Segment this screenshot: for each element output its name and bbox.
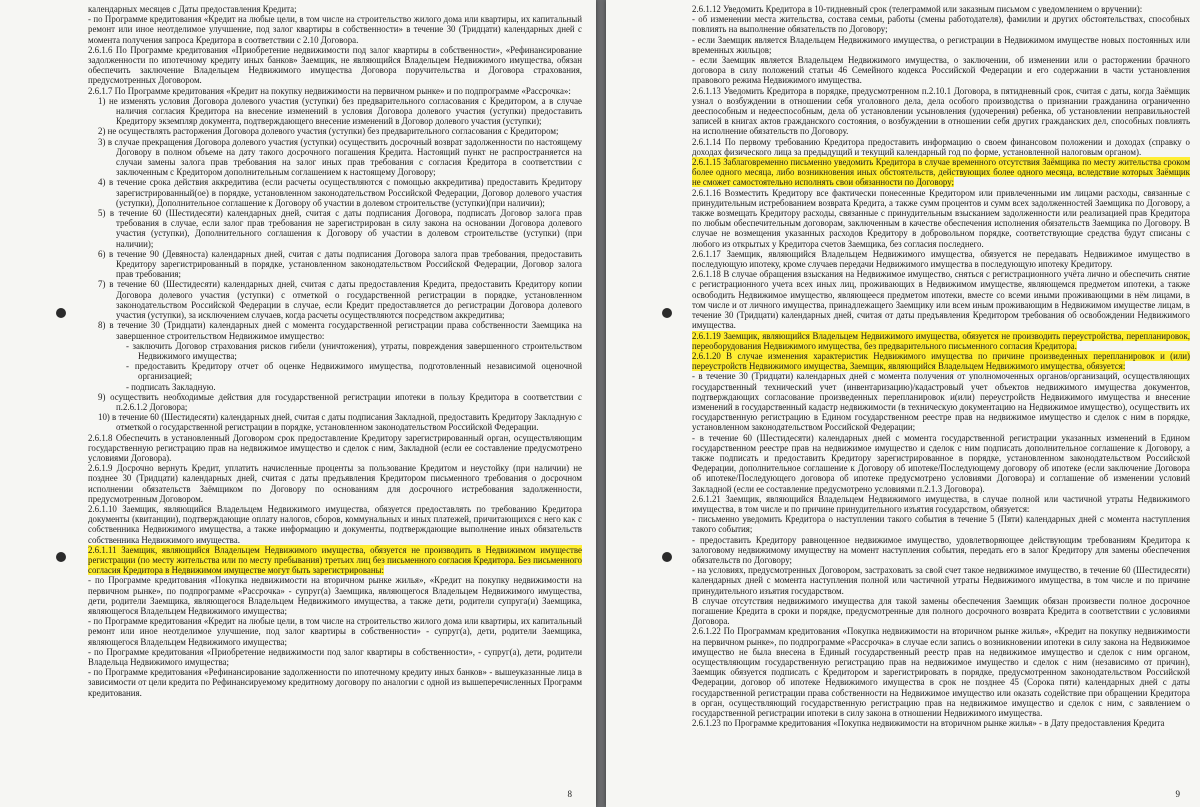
paragraph: 2.6.1.9 Досрочно вернуть Кредит, уплатить начисленные проценты за пользование Кредитом и неустойку (при наличии) не позднее 30 (Тридцати) календарных дней, считая с даты предъявления Кредитором письменного требования о досрочном исполнении обязательств Заёмщиком по Договору по основаниям для досрочного истребования задолженности, предусмотренным Договором.	[88, 463, 582, 504]
paragraph: В случае отсутствия недвижимого имущества для такой замены обеспечения Заемщик обязан произвести полное досрочное погашение Кредита в сроки и порядке, предусмотренные для полного досрочного возврата Кредита в соответствии с условиями Договора.	[692, 595, 1190, 627]
paragraph: 2.6.1.23 по Программе кредитования «Покупка недвижимости на вторичном рынке жилья» - в Дату предоставления Кредита	[692, 718, 1165, 729]
binder-hole-icon	[56, 308, 66, 318]
paragraph: - если Заемщик является Владельцем Недвижимого имущества, о регистрации в Недвижимом имуществе новых постоянных или временных жильцов;	[692, 34, 1190, 55]
paragraph: - предоставить Кредитору отчет об оценке Недвижимого имущества, подготовленный независимой оценочной организацией;	[126, 361, 582, 382]
paragraph: - по Программе кредитования «Кредит на любые цели, в том числе на строительство жилого дома или квартиры, их капитальный ремонт или иное неотделимое улучшение, под залог квартиры в собственности» в течение 30 (Тридцати) календарных дней с момента получения запроса Кредитора в соответствии с 2.10 Договора.	[88, 14, 582, 45]
paragraph: 2.6.1.14 По первому требованию Кредитора предоставить информацию о своем финансовом положении и доходах (справку о доходах физического лица за предыдущий и текущий календарный год по форме, установленной налоговым органом).	[692, 136, 1190, 157]
paragraph: 6) в течение 90 (Девяноста) календарных дней, считая с даты подписания Договора залога прав требования, предоставить Кредитору зарегистрированный в порядке, установленном законодательством Российской Федерации, Договор залога прав требования;	[98, 248, 582, 280]
paragraph: 5) в течение 60 (Шестидесяти) календарных дней, считая с даты подписания Договора, подписать Договор залога прав требования в случае, если залог прав требования не зарегистрирован в силу закона на основании Договора долевого участия (уступки), Дополнительного соглашения к Договору об участии в долевом строительстве (уступки) (при наличии);	[98, 208, 582, 249]
paragraph	[692, 157, 1190, 188]
right-document-page	[606, 0, 1200, 807]
paragraph: 7) в течение 60 (Шестидесяти) календарных дней, считая с даты предоставления Кредита, предоставить Кредитору копии Договора долевого участия (уступки) с отметкой о государственной регистрации в порядке, установленном законодательством Российской Федерации в случае, если Кредит предоставляется до регистрации Договора долевого участия (уступки), за исключением случаев, когда расчеты осуществляются посредством аккредитива;	[98, 279, 582, 321]
page-number: 8	[567, 789, 572, 799]
left-document-page	[0, 0, 596, 807]
paragraph: - по Программе кредитования «Покупка недвижимости на вторичном рынке жилья», «Кредит на покупку недвижимости на первичном рынке», по подпрограмме «Рассрочка» - супруг(а) Заемщика, являющегося Владельцем Недвижимого имущества, дети, родители Заемщика, являющегося Владельцем Недвижимого имущества, а также дети, родители супруга(и) Заемщика, являющегося Владельцем Недвижимого имущества;	[88, 575, 582, 616]
paragraph: 8) в течение 30 (Тридцати) календарных дней с момента государственной регистрации права собственности Заемщика на завершенное строительством Недвижимое имущество:	[98, 320, 582, 341]
binder-hole-icon	[662, 308, 672, 318]
paragraph: - об изменении места жительства, состава семьи, работы (смены работодателя), фамилии и других обстоятельствах, способных повлиять на выполнение обязательств по Договору;	[692, 14, 1190, 35]
paragraph: - по Программе кредитования «Приобретение недвижимости под залог квартиры в собственности», - супруг(а), дети, родители Владельца Недвижимого имущества;	[88, 646, 582, 667]
paragraph: - заключить Договор страхования рисков гибели (уничтожения), утраты, повреждения завершенного строительством Недвижимого имущества;	[126, 340, 582, 361]
paragraph: - в течение 30 (Тридцати) календарных дней с момента получения от уполномоченных органов/организаций, осуществляющих государственный технический учет (инвентаризацию)/кадастровый учет объектов недвижимого имущества документов, подтверждающих согласование произведенных перепланировок и(или) переустройств Недвижимого имущества и внесение изменений в государственный кадастр недвижимости (в техническую документацию на Недвижимое имущество), осуществить их государственную регистрацию в Едином государственном реестре прав на недвижимое имущество и сделок с ним в порядке, установленном законодательством Российской Федерации;	[692, 371, 1190, 433]
paragraph: 2.6.1.21 Заемщик, являющийся Владельцем Недвижимого имущества, в случае полной или частичной утраты Недвижимого имущества, в том числе и по причине принудительного изъятия государством, обязуется:	[692, 493, 1190, 514]
paragraph: - на условиях, предусмотренных Договором, застраховать за свой счет такое недвижимое имущество, в течение 60 (Шестидесяти) календарных дней с момента наступления полной или частичной утраты Недвижимого имущества, в том числе и по причине принудительного изъятия государством.	[692, 565, 1190, 596]
paragraph: 2.6.1.17 Заемщик, являющийся Владельцем Недвижимого имущества, обязуется не передавать Недвижимое имущество в последующую ипотеку, кроме случаев передачи Недвижимого имущества в последующую ипотеку Кредитору.	[692, 248, 1190, 270]
paragraph: 9) осуществить необходимые действия для государственной регистрации ипотеки в пользу Кредитора в соответствии с п.2.6.1.2 Договора;	[98, 391, 582, 412]
paragraph: 2) не осуществлять расторжения Договора долевого участия (уступки) без предварительного согласования с Кредитором;	[98, 126, 559, 137]
binder-hole-icon	[662, 552, 672, 562]
highlighted-text: 2.6.1.15 Заблаговременно письменно уведомить Кредитора в случае временного отсутствия Заёмщика по месту жительства сроком более одного месяца, либо возникновения иных обстоятельств, действующих более одного месяца, вследствие которых Заёмщик не сможет самостоятельно исполнять свои обязанности по Договору;	[692, 157, 1190, 188]
highlighted-text: 2.6.1.20 В случае изменения характеристик Недвижимого имущества по причине произведенных перепланировок и (или) переустройств Недвижимого имущества, Заемщик, являющийся Владельцем Недвижимого имущества, обязуется:	[692, 350, 1190, 372]
paragraph: 4) в течение срока действия аккредитива (если расчеты осуществляются с помощью аккредитива) предоставить Кредитору зарегистрированный(ое) в порядке, установленном законодательством Российской Федерации, Договор долевого участия (уступки), Дополнительное соглашение к Договору об участии в долевом строительстве (уступки)(при наличии);	[98, 177, 582, 208]
highlighted-text: 2.6.1.11 Заемщик, являющийся Владельцем Недвижимого имущества, обязуется не производить в Недвижимом имуществе регистрации (по месту жительства или по месту пребывания) третьих лиц без письменного согласия Кредитора. Без письменного согласия Кредитора в Недвижимом имуществе могут быть зарегистрированы:	[88, 544, 582, 576]
paragraph: 2.6.1.16 Возместить Кредитору все фактически понесенные Кредитором или привлеченными им лицами расходы, связанные с принудительным истребованием возврата Кредита, а также сумм процентов и сумм всех задолженностей Заемщика по Договору, а также возмещать Кредитору расходы, связанные с принудительным взысканием задолженности или реализацией прав Кредитора по любым обеспечительным договорам, заключенным в качестве обеспечения исполнения обязательств Заемщика по Договору. В случае не возмещения указанных расходов Кредитору в добровольном порядке, соответствующие средства будут списаны с любого из открытых у Кредитора счетов Заемщика, без согласия последнего.	[692, 187, 1190, 249]
paragraph: 3) в случае прекращения Договора долевого участия (уступки) осуществить досрочный возврат задолженности по настоящему Договору в полном объеме на дату такого досрочного погашения Кредита. Настоящий пункт не распространяется на случаи замены залога прав требования на залог иных прав требования с согласия Кредитора в соответствии с заключенным с Кредитором дополнительным соглашением к настоящему Договору;	[98, 136, 582, 178]
paragraph: 2.6.1.8 Обеспечить в установленный Договором срок предоставление Кредитору зарегистрированный орган, осуществляющим государственную регистрацию прав на недвижимое имущество и сделок с ним, Закладной (если ее составление предусмотрено условиями Договора).	[88, 432, 582, 463]
paragraph: - в течение 60 (Шестидесяти) календарных дней с момента государственной регистрации указанных изменений в Едином государственном реестре прав на недвижимое имущество и сделок с ним подписать дополнительное соглашение к Договору, а также подписать и предоставить Кредитору зарегистрированное в порядке, установленном законодательством Российской Федерации, дополнительное соглашение к Договору об ипотеке/Последующему договору об ипотеке (если заключение Договора об ипотеке/Последующего договора об ипотеке предусмотрено условиями Договора) и соглашение об изменении условий Закладной (если ее составление предусмотрено условиями п.2.1.3 Договора).	[692, 432, 1190, 494]
paragraph: - если Заемщик является Владельцем Недвижимого имущества, о заключении, об изменении или о расторжении брачного договора в силу положений статьи 46 Семейного кодекса Российской Федерации и его содержании в части установления правового режима Недвижимого имущества.	[692, 55, 1190, 86]
paragraph: 2.6.1.6 По Программе кредитования «Приобретение недвижимости под залог квартиры в собственности», «Рефинансирование задолженности по ипотечному кредиту иных банков» Заемщик, не являющийся Владельцем Недвижимого имущества, обязан обеспечить заключение Владельцем Недвижимого имущества Договора поручительства и Договора страхования, предусмотренных Договором.	[88, 44, 582, 86]
paragraph: - по Программе кредитования «Кредит на любые цели, в том числе на строительство жилого дома или квартиры, их капитальный ремонт или иное неотделимое улучшение, под залог квартиры в собственности» - супруг(а), дети, родители Заемщика, являющегося Владельцем Недвижимого имущества;	[88, 616, 582, 647]
paragraph: - подписать Закладную.	[126, 381, 216, 392]
highlighted-text: 2.6.1.19 Заемщик, являющийся Владельцем Недвижимого имущества, обязуется не производить переустройства, перепланировок, переоборудования Недвижимого имущества, без предварительного письменного согласия Кредитора.	[692, 330, 1190, 351]
paragraph: - письменно уведомить Кредитора о наступлении такого события в течение 5 (Пяти) календарных дней с момента наступления такого события;	[692, 514, 1190, 535]
paragraph: 2.6.1.22 По Программам кредитования «Покупка недвижимости на вторичном рынке жилья», «Кредит на покупку недвижимости на первичном рынке», по подпрограмме «Рассрочка» в случае если запись о возникновении ипотеки в силу закона на Недвижимое имущество не была внесена в Единый государственный реестр прав на недвижимое имущество и сделок с ним органом, осуществляющим государственную регистрацию прав на недвижимое имущество и сделок с ним (независимо от причин), Заемщик обязуется подписать с Кредитором и зарегистрировать в порядке, предусмотренном законодательством Российской Федерации, договор об ипотеке Недвижимого имущества в срок не позднее 45 (Сорока пяти) календарных дней с даты государственной регистрации права собственности на Недвижимое имущество или оказать содействие при обращении Кредитора в орган, осуществляющий государственную регистрацию прав на недвижимое имущество и сделок с ним, с заявлением о государственной регистрации ипотеки в силу закона в отношении Недвижимого имущества.	[692, 626, 1190, 719]
paragraph	[692, 331, 1190, 351]
paragraph: календарных месяцев с Даты предоставления Кредита;	[88, 4, 297, 14]
paragraph: 10) в течение 60 (Шестидесяти) календарных дней, считая с даты подписания Закладной, предоставить Кредитору Закладную с отметкой о государственной регистрации в порядке, установленном законодательством Российской Федерации.	[98, 412, 582, 433]
paragraph: 2.6.1.13 Уведомить Кредитора в порядке, предусмотренном п.2.10.1 Договора, в пятидневный срок, считая с даты, когда Заёмщик узнал о возбуждении в отношении себя уголовного дела, дела особого производства о признании гражданина ограниченно дееспособным и недееспособным, дела об установлении усыновления (удочерения) ребенка, об установлении неправильностей записей в книгах актов гражданского состояния, о возбуждении в отношении себя других гражданских дел, способных повлиять на исполнение обязательств по Договору.	[692, 85, 1190, 137]
binder-hole-icon	[56, 552, 66, 562]
paragraph	[692, 351, 1190, 371]
paragraph	[88, 545, 582, 576]
right-page-body	[692, 4, 1190, 728]
paragraph: - предоставить Кредитору равноценное недвижимое имущество, удовлетворяющее действующим требованиям Кредитора к залоговому недвижимому имуществу на момент наступления события, передать его в залог Кредитору для замены обеспечения обязательств по Договору;	[692, 534, 1190, 565]
paragraph: 1) не изменять условия Договора долевого участия (уступки) без предварительного согласования с Кредитором, а в случае наличия согласия Кредитора на внесение изменений в условия Договора долевого участия (уступки) предоставить Кредитору экземпляр документа, подтверждающего внесение изменений в Договор долевого участия (уступки);	[98, 95, 582, 127]
paragraph: - по Программе кредитования «Рефинансирование задолженности по ипотечному кредиту иных банков» - вышеуказанные лица в зависимости от цели кредита по Рефинансируемому кредитному договору по аналогии с одной из вышеперечисленных Программ кредитования.	[88, 667, 582, 698]
left-page-body	[88, 4, 582, 698]
paragraph: 2.6.1.18 В случае обращения взыскания на Недвижимое имущество, сняться с регистрационного учёта лично и обеспечить снятие с регистрационного учета всех иных лиц, проживающих в Недвижимом имуществе, являющемся предметом ипотеки, а также освободить Недвижимое имущество, являющееся предметом ипотеки, вместе со всеми иными проживающими в нём лицами, в том числе и от личного имущества, принадлежащего Заемщику или всем иным проживающим в Недвижимом имуществе лицам, в течение 30 (Тридцати) календарных дней, считая от даты предъявления Кредитором требования об освобождении Недвижимого имущества.	[692, 269, 1190, 331]
paragraph: 2.6.1.12 Уведомить Кредитора в 10-тидневный срок (телеграммой или заказным письмом с уведомлением о вручении):	[692, 4, 1143, 14]
paragraph: 2.6.1.10 Заемщик, являющийся Владельцем Недвижимого имущества, обязуется предоставлять по требованию Кредитора документы (квитанции), подтверждающие оплату налогов, сборов, коммунальных и иных платежей, причитающихся с него как с собственника Недвижимого имущества, а также информацию и документы, подтверждающие выполнение иных обязательств собственника Недвижимого имущества.	[88, 503, 582, 545]
paragraph: 2.6.1.7 По Программе кредитования «Кредит на покупку недвижимости на первичном рынке» и по подпрограмме «Рассрочка»:	[88, 85, 571, 96]
page-number: 9	[1175, 789, 1180, 799]
